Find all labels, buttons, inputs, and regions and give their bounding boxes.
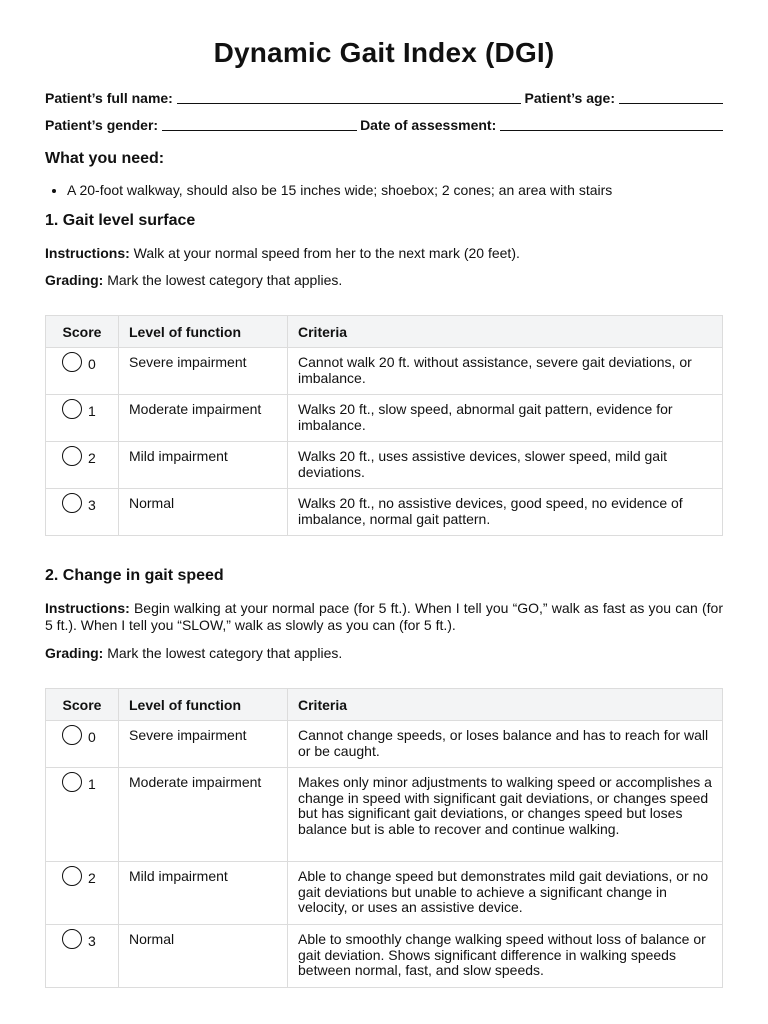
score-cell	[46, 489, 119, 536]
header-score: Score	[46, 316, 119, 348]
score-radio-button[interactable]	[62, 725, 82, 745]
score-cell	[46, 721, 119, 768]
header-level: Level of function	[119, 689, 288, 721]
section-1-table	[45, 315, 723, 536]
score-radio-button[interactable]	[62, 929, 82, 949]
section-2-table	[45, 688, 723, 988]
table-row	[46, 395, 723, 442]
table-header-row	[46, 316, 723, 348]
score-value: 3	[88, 933, 96, 949]
section-2-grading	[45, 645, 723, 661]
needs-list	[45, 181, 723, 199]
score-cell	[46, 925, 119, 988]
header-score: Score	[46, 689, 119, 721]
score-value: 0	[88, 729, 96, 745]
page-title: Dynamic Gait Index (DGI)	[213, 37, 555, 68]
criteria-cell: Able to change speed but demonstrates mild gait deviations, or no gait deviations but unable to achieve a significant change in velocity, or uses an assistive device.	[288, 862, 723, 925]
score-value: 2	[88, 870, 96, 886]
score-cell	[46, 768, 119, 862]
score-radio-button[interactable]	[62, 399, 82, 419]
score-cell	[46, 348, 119, 395]
score-value: 2	[88, 450, 96, 466]
grading-text: Mark the lowest category that applies.	[103, 272, 343, 288]
table-row	[46, 862, 723, 925]
score-value: 0	[88, 356, 96, 372]
patient-name-label: Patient’s full name:	[45, 90, 173, 106]
table-row	[46, 925, 723, 988]
score-radio-button[interactable]	[62, 352, 82, 372]
score-radio-button[interactable]	[62, 493, 82, 513]
what-you-need-heading: What you need:	[45, 150, 165, 167]
criteria-cell: Makes only minor adjustments to walking speed or accomplishes a change in speed with significant gait deviations, or changes speed but has significant gait deviations, or changes speed but loses balance but is able to recover and continue walking.	[288, 768, 723, 862]
patient-info-row-1	[45, 88, 723, 106]
assessment-date-label: Date of assessment:	[360, 117, 497, 133]
score-radio-button[interactable]	[62, 772, 82, 792]
score-cell	[46, 395, 119, 442]
header-criteria: Criteria	[288, 689, 723, 721]
table-header-row	[46, 689, 723, 721]
criteria-cell: Walks 20 ft., uses assistive devices, slower speed, mild gait deviations.	[288, 442, 723, 489]
header-level: Level of function	[119, 316, 288, 348]
criteria-cell: Able to smoothly change walking speed without loss of balance or gait deviation. Shows significant difference in walking speeds between normal, fast, and slow speeds.	[288, 925, 723, 988]
section-1-heading: 1. Gait level surface	[45, 212, 196, 229]
table-row	[46, 348, 723, 395]
score-cell	[46, 442, 119, 489]
patient-name-field[interactable]	[177, 91, 522, 104]
level-cell: Normal	[119, 925, 288, 988]
criteria-cell: Walks 20 ft., slow speed, abnormal gait pattern, evidence for imbalance.	[288, 395, 723, 442]
section-2-instructions	[45, 600, 723, 634]
instructions-label: Instructions:	[45, 245, 130, 261]
criteria-cell: Cannot walk 20 ft. without assistance, severe gait deviations, or imbalance.	[288, 348, 723, 395]
patient-gender-field[interactable]	[162, 118, 357, 131]
level-cell: Normal	[119, 489, 288, 536]
table-row	[46, 768, 723, 862]
level-cell: Severe impairment	[119, 348, 288, 395]
section-1-grading	[45, 272, 723, 288]
header-criteria: Criteria	[288, 316, 723, 348]
section-1-instructions	[45, 245, 723, 261]
instructions-text: Begin walking at your normal pace (for 5 ft.). When I tell you “GO,” walk as fast as you can (for 5 ft.). When I tell you “SLOW,” walk as slowly as you can (for 5 ft.).	[45, 600, 723, 633]
score-value: 1	[88, 403, 96, 419]
assessment-date-field[interactable]	[500, 118, 723, 131]
patient-gender-label: Patient’s gender:	[45, 117, 159, 133]
level-cell: Severe impairment	[119, 721, 288, 768]
patient-age-label: Patient’s age:	[524, 90, 615, 106]
instructions-label: Instructions:	[45, 600, 130, 616]
level-cell: Moderate impairment	[119, 395, 288, 442]
instructions-text: Walk at your normal speed from her to the next mark (20 feet).	[129, 245, 520, 261]
patient-age-field[interactable]	[619, 91, 723, 104]
score-cell	[46, 862, 119, 925]
level-cell: Mild impairment	[119, 442, 288, 489]
table-row	[46, 489, 723, 536]
score-value: 1	[88, 776, 96, 792]
grading-label: Grading:	[45, 272, 104, 288]
score-value: 3	[88, 497, 96, 513]
patient-info-row-2	[45, 115, 723, 133]
criteria-cell: Walks 20 ft., no assistive devices, good speed, no evidence of imbalance, normal gait pattern.	[288, 489, 723, 536]
score-radio-button[interactable]	[62, 866, 82, 886]
level-cell: Mild impairment	[119, 862, 288, 925]
section-2-heading: 2. Change in gait speed	[45, 567, 224, 584]
grading-label: Grading:	[45, 645, 104, 661]
score-radio-button[interactable]	[62, 446, 82, 466]
list-item: • A 20-foot walkway, should also be 15 inches wide; shoebox; 2 cones; an area with stairs	[67, 181, 723, 199]
table-row	[46, 442, 723, 489]
level-cell: Moderate impairment	[119, 768, 288, 862]
criteria-cell: Cannot change speeds, or loses balance and has to reach for wall or be caught.	[288, 721, 723, 768]
grading-text: Mark the lowest category that applies.	[103, 645, 343, 661]
table-row	[46, 721, 723, 768]
